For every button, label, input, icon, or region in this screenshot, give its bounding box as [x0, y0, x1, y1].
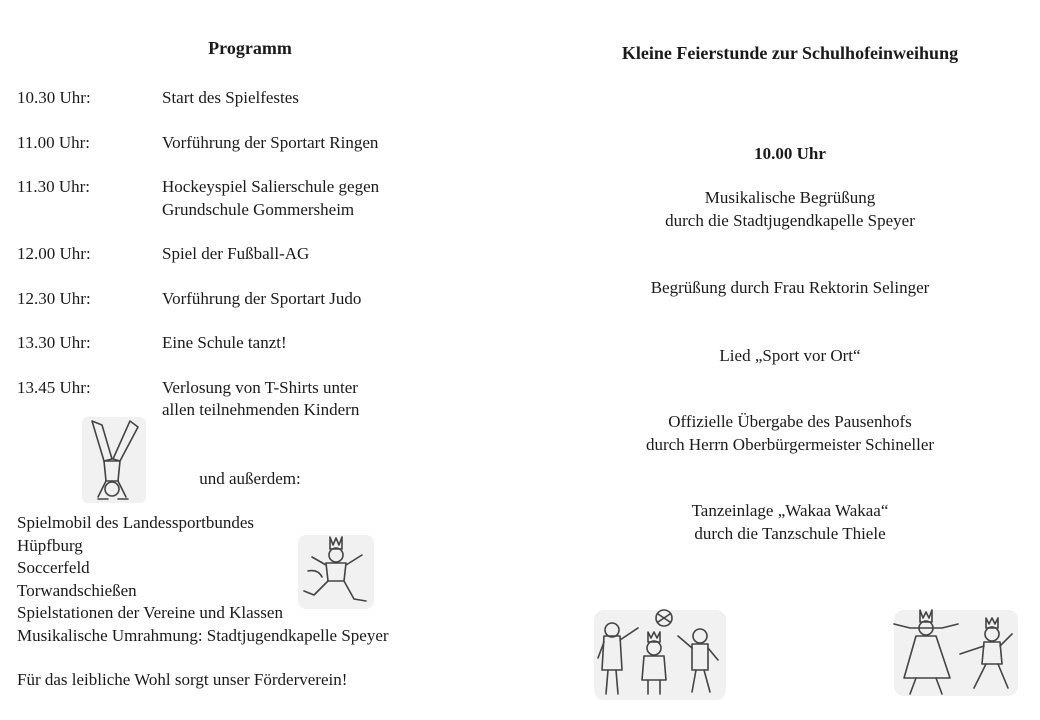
- crowned-child-jumping-drawing: [296, 533, 376, 611]
- ceremony-item: Lied „Sport vor Ort“: [719, 346, 861, 365]
- ceremony-item: Offizielle Übergabe des Pausenhofs durch Herrn Oberbürgermeister Schineller: [645, 412, 935, 454]
- schedule-event: Hockeyspiel Salierschule gegen Grundschule Gommersheim: [162, 177, 380, 219]
- schedule-row: [17, 87, 477, 110]
- schedule-time: 12.30 Uhr:: [17, 288, 91, 308]
- schedule-time: 11.00 Uhr:: [17, 132, 91, 152]
- schedule-event: Vorführung der Sportart Judo: [162, 288, 362, 308]
- ceremony-item: Begrüßung durch Frau Rektorin Selinger: [650, 278, 930, 297]
- child-handstand-drawing: [80, 415, 148, 505]
- extras-item: Spielmobil des Landessportbundes: [17, 513, 255, 532]
- schedule-list: [17, 87, 477, 444]
- ceremony-item: Musikalische Begrüßung durch die Stadtjugendkapelle Speyer: [665, 188, 915, 230]
- schedule-row: [17, 288, 477, 311]
- schedule-row: [17, 332, 477, 355]
- ceremony-time: 10.00 Uhr: [754, 144, 826, 163]
- schedule-row: [17, 132, 477, 155]
- schedule-row: [17, 243, 477, 266]
- extras-item: Hüpfburg: [17, 535, 83, 555]
- schedule-time: 13.45 Uhr:: [17, 377, 91, 397]
- schedule-time: 10.30 Uhr:: [17, 88, 91, 107]
- closing-note: Für das leibliche Wohl sorgt unser Förderverein!: [17, 670, 348, 689]
- schedule-time: 12.00 Uhr:: [17, 244, 91, 263]
- extras-item: Spielstationen der Vereine und Klassen: [17, 603, 283, 622]
- schedule-event: Verlosung von T-Shirts unter allen teilnehmenden Kindern: [162, 377, 360, 419]
- ceremony-title: Kleine Feierstunde zur Schulhofeinweihung: [621, 43, 959, 63]
- schedule-event: Vorführung der Sportart Ringen: [162, 132, 379, 152]
- children-playing-ball-drawing: [592, 606, 728, 702]
- extras-item: Musikalische Umrahmung: Stadtjugendkapelle Speyer: [17, 625, 389, 645]
- extras-heading: und außerdem:: [199, 469, 301, 488]
- crowned-children-dancing-drawing: [890, 604, 1022, 700]
- schedule-time: 13.30 Uhr:: [17, 333, 91, 352]
- schedule-row: [17, 176, 477, 221]
- schedule-time: 11.30 Uhr:: [17, 177, 91, 196]
- schedule-event: Start des Spielfestes: [162, 88, 299, 107]
- extras-item: Soccerfeld: [17, 558, 90, 577]
- schedule-event: Eine Schule tanzt!: [162, 333, 287, 352]
- program-title: Programm: [208, 38, 292, 58]
- extras-item: Torwandschießen: [17, 580, 137, 600]
- schedule-event: Spiel der Fußball-AG: [162, 244, 310, 263]
- ceremony-item: Tanzeinlage „Wakaa Wakaa“ durch die Tanzschule Thiele: [691, 501, 889, 543]
